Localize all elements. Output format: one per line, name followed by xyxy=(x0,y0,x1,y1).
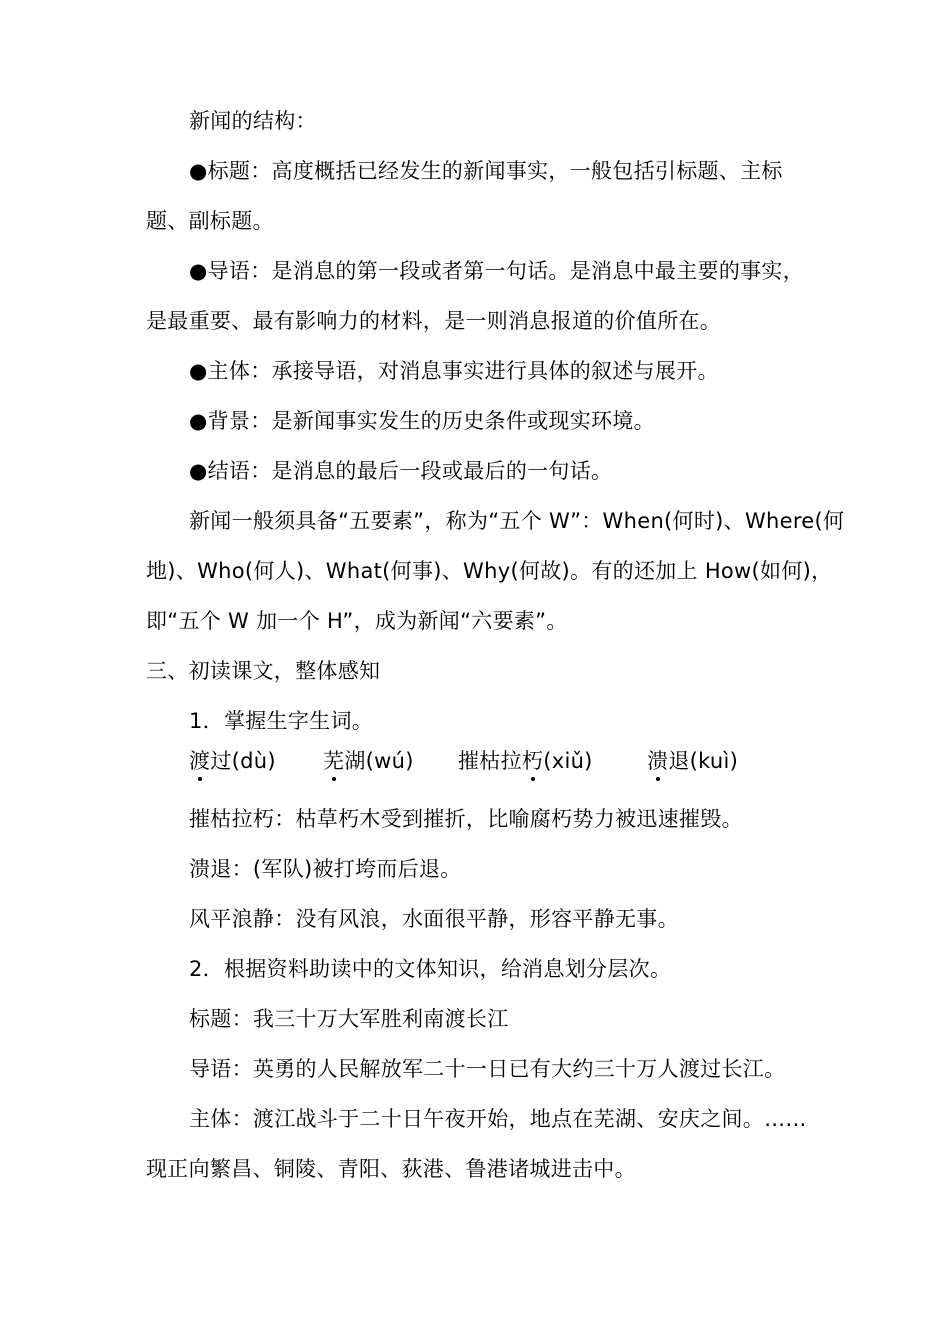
paragraph-five-w: 新闻一般须具备“五要素”，称为“五个 W”：When(何时)、Where(何 xyxy=(189,509,845,533)
paragraph-ending-def: ●结语：是消息的最后一段或最后的一句话。 xyxy=(189,459,613,483)
definition-kuitui: 溃退：(军队)被打垮而后退。 xyxy=(189,857,462,881)
emphasis-dot-char: 溃 xyxy=(647,749,669,773)
vocab-word-4: 溃退(kuì) xyxy=(647,749,739,773)
paragraph-lead-def: ●导语：是消息的第一段或者第一句话。是消息中最主要的事实， xyxy=(189,259,805,283)
paragraph-background-def: ●背景：是新闻事实发生的历史条件或现实环境。 xyxy=(189,409,655,433)
paragraph-five-w-cont: 地)、Who(何人)、What(何事)、Why(何故)。有的还加上 How(如何)， xyxy=(146,559,833,583)
vocab-row xyxy=(0,748,950,784)
paragraph-lead-def-cont: 是最重要、最有影响力的材料，是一则消息报道的价值所在。 xyxy=(146,309,722,333)
definition-cuikulaxiu: 摧枯拉朽：枯草朽木受到摧折，比喻腐朽势力被迅速摧毁。 xyxy=(189,807,743,831)
paragraph-title-def: ●标题：高度概括已经发生的新闻事实，一般包括引标题、主标 xyxy=(189,159,783,183)
section-three-heading: 三、初读课文，整体感知 xyxy=(146,659,381,683)
vocab-word-3: 摧枯拉朽(xiǔ) xyxy=(458,749,593,773)
emphasis-dot-char: 朽 xyxy=(521,749,544,773)
paragraph-title-def-cont: 题、副标题。 xyxy=(146,209,274,233)
layer-title: 标题：我三十万大军胜利南渡长江 xyxy=(189,1007,509,1031)
layer-body-cont: 现正向繁昌、铜陵、青阳、荻港、鲁港诸城进击中。 xyxy=(146,1157,636,1181)
section-heading: 新闻的结构： xyxy=(189,109,317,133)
layer-body: 主体：渡江战斗于二十日午夜开始，地点在芜湖、安庆之间。…… xyxy=(189,1107,807,1131)
emphasis-dot-char: 芜 xyxy=(323,749,345,773)
task-two-heading: 2．根据资料助读中的文体知识，给消息划分层次。 xyxy=(189,957,672,981)
vocab-word-2: 芜湖(wú) xyxy=(323,749,414,773)
vocab-word-1: 渡过(dù) xyxy=(189,749,276,773)
paragraph-five-w-cont2: 即“五个 W 加一个 H”，成为新闻“六要素”。 xyxy=(146,609,568,633)
emphasis-dot-char: 渡 xyxy=(189,749,211,773)
task-one-heading: 1．掌握生字生词。 xyxy=(189,709,374,733)
definition-fengpinglangjing: 风平浪静：没有风浪，水面很平静，形容平静无事。 xyxy=(189,907,679,931)
paragraph-body-def: ●主体：承接导语，对消息事实进行具体的叙述与展开。 xyxy=(189,359,719,383)
layer-lead: 导语：英勇的人民解放军二十一日已有大约三十万人渡过长江。 xyxy=(189,1057,786,1081)
